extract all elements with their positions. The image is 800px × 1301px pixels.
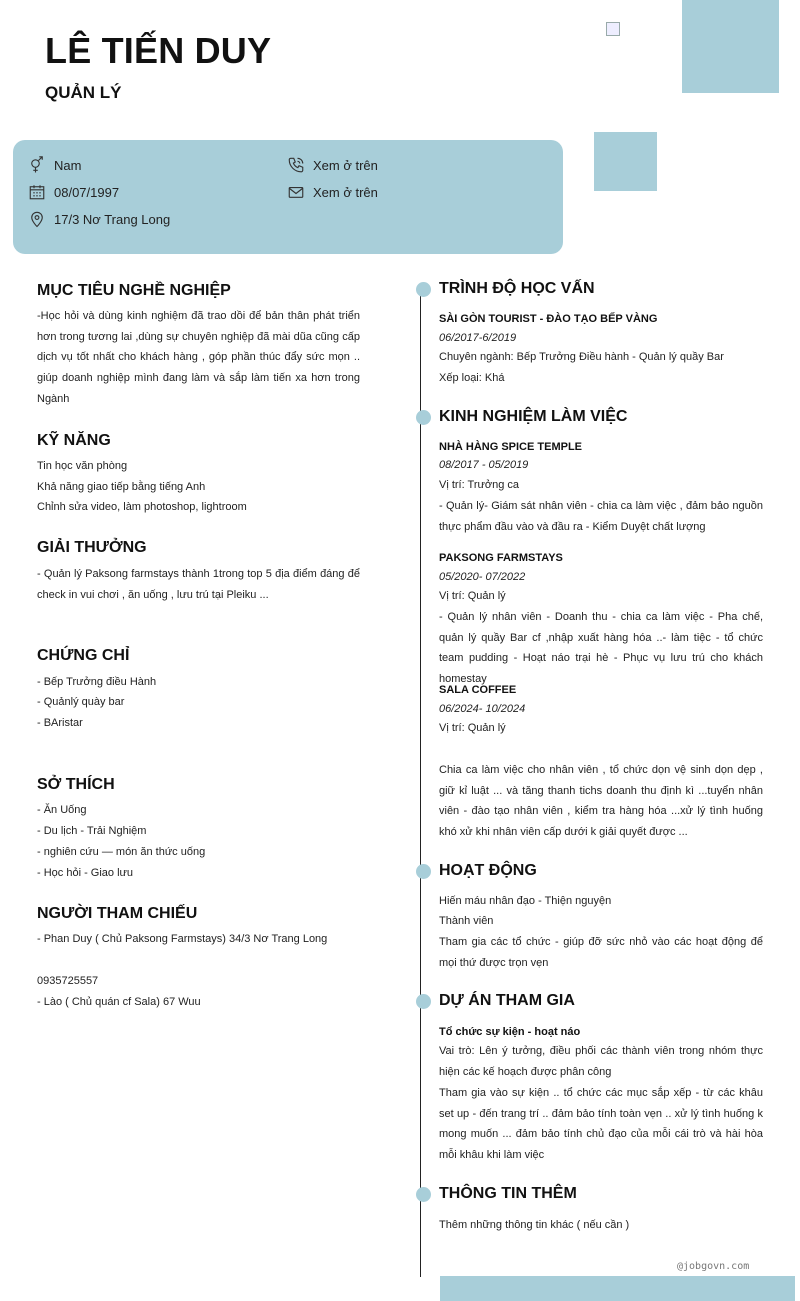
hobby-item: - Ăn Uống: [37, 804, 87, 816]
certificate-item: - BAristar: [37, 717, 83, 729]
email-text: Xem ở trên: [313, 184, 378, 200]
skills-title: KỸ NĂNG: [37, 432, 111, 449]
project-name: Tổ chức sự kiện - hoạt náo: [439, 1026, 581, 1038]
education-major: Chuyên ngành: Bếp Trưởng Điều hành - Quản lý quầy Bar: [439, 351, 724, 363]
gender-icon: [28, 156, 46, 174]
info-phone: [287, 156, 378, 174]
reference-item: - Lào ( Chủ quán cf Sala) 67 Wuu: [37, 996, 201, 1008]
phone-text: Xem ở trên: [313, 157, 378, 173]
job-position: Vị trí: Quản lý: [439, 722, 506, 734]
education-grade: Xếp loại: Khá: [439, 372, 505, 384]
job-date: 06/2024- 10/2024: [439, 703, 526, 715]
reference-item: 0935725557: [37, 975, 99, 987]
job-company: SALA COFFEE: [439, 684, 517, 696]
awards-text: - Quản lý Paksong farmstays thành 1trong top 5 địa điểm đáng để check in vui chơi , ăn uống , lưu trú tại Pleiku ...: [37, 568, 360, 601]
info-birthdate: [28, 183, 119, 201]
location-icon: [28, 210, 46, 228]
info-email: [287, 183, 378, 201]
timeline-dot: [416, 282, 431, 297]
candidate-name: LÊ TIẾN DUY: [45, 30, 272, 71]
decor-block-top: [682, 0, 779, 93]
activities-title: HOẠT ĐỘNG: [439, 862, 537, 879]
timeline-dot: [416, 994, 431, 1009]
avatar-photo: [606, 22, 620, 36]
timeline-dot: [416, 864, 431, 879]
projects-title: DỰ ÁN THAM GIA: [439, 992, 575, 1009]
extra-text: Thêm những thông tin khác ( nếu cần ): [439, 1219, 630, 1231]
hobbies-title: SỞ THÍCH: [37, 776, 115, 793]
watermark: @jobgovn.com: [677, 1261, 750, 1272]
experience-title: KINH NGHIỆM LÀM VIỆC: [439, 408, 628, 425]
certificate-item: - Bếp Trưởng điều Hành: [37, 676, 157, 688]
reference-item: - Phan Duy ( Chủ Paksong Farmstays) 34/3 Nơ Trang Long: [37, 933, 328, 945]
decor-block-bottom: [440, 1276, 795, 1301]
job-description: - Quản lý- Giám sát nhân viên - chia ca làm việc , đảm bảo nguồn thực phẩm đầu vào và đầu ra - Kiểm Duyệt chất lượng: [439, 500, 763, 533]
job-company: PAKSONG FARMSTAYS: [439, 552, 563, 564]
activity-line: Thành viên: [439, 915, 494, 927]
info-gender: [28, 156, 81, 174]
objective-text: -Học hỏi và dùng kinh nghiệm đã trao dồi để bản thân phát triển hơn trong tương lai ,dùng sự chuyên nghiệp đã mài dũa cũng cấp dịch vụ tốt nhất cho khách hàng , góp phần thúc đẩy sức mọn .. giúp doanh nghiệp mình đang làm và sắp làm tiến xa hơn trong Ngành: [37, 310, 360, 405]
phone-icon: [287, 156, 305, 174]
project-role: Vai trò: Lên ý tưởng, điều phối các thành viên trong nhóm thực hiện các kế hoạch được phân công: [439, 1045, 763, 1078]
project-description: Tham gia vào sự kiện .. tổ chức các mục sắp xếp - từ các khâu set up - đến trang trí .. đảm bảo tính toàn vẹn .. xử lý tình huống k mong muốn ... đảm bảo tính chủ đạo của mỗi cái trò và hài hòa mỗi khâu khi làm việc: [439, 1087, 763, 1162]
info-address: [28, 210, 170, 228]
candidate-role: QUẢN LÝ: [45, 83, 122, 102]
email-icon: [287, 183, 305, 201]
skill-item: Khả năng giao tiếp bằng tiếng Anh: [37, 481, 206, 493]
skill-item: Tin học văn phòng: [37, 460, 128, 472]
timeline-dot: [416, 410, 431, 425]
gender-text: Nam: [54, 157, 82, 173]
awards-title: GIẢI THƯỞNG: [37, 539, 147, 556]
skill-item: Chỉnh sửa video, làm photoshop, lightroom: [37, 501, 247, 513]
job-description: - Quản lý nhân viên - Doanh thu - chia ca làm việc - Pha chế, quản lý quầy Bar cf ,nhập xuất hàng hóa ..- làm tiệc - tổ chức team pudding - Hoạt náo trại hè - Phục vụ lưu trú cho khách homestay: [439, 611, 763, 686]
activity-description: Tham gia các tổ chức - giúp đỡ sức nhỏ vào các hoạt động để mọi thứ được trọn vẹn: [439, 936, 763, 969]
address-text: 17/3 Nơ Trang Long: [54, 211, 171, 227]
hobby-item: - nghiên cứu — món ăn thức uống: [37, 846, 206, 858]
references-title: NGƯỜI THAM CHIẾU: [37, 905, 198, 922]
hobby-item: - Học hỏi - Giao lưu: [37, 867, 134, 879]
personal-info-box: [13, 140, 563, 254]
education-date: 06/2017-6/2019: [439, 332, 517, 344]
calendar-icon: [28, 183, 46, 201]
activity-line: Hiến máu nhân đạo - Thiện nguyện: [439, 895, 612, 907]
school-name: SÀI GÒN TOURIST - ĐÀO TẠO BẾP VÀNG: [439, 313, 658, 325]
job-date: 08/2017 - 05/2019: [439, 459, 529, 471]
job-date: 05/2020- 07/2022: [439, 571, 526, 583]
education-title: TRÌNH ĐỘ HỌC VẤN: [439, 280, 595, 297]
timeline-dot: [416, 1187, 431, 1202]
job-company: NHÀ HÀNG SPICE TEMPLE: [439, 441, 583, 453]
certificates-title: CHỨNG CHỈ: [37, 647, 130, 664]
job-position: Vị trí: Trưởng ca: [439, 479, 519, 491]
birthdate-text: 08/07/1997: [54, 184, 120, 200]
certificate-item: - Quảnlý quày bar: [37, 696, 125, 708]
extra-title: THÔNG TIN THÊM: [439, 1185, 577, 1202]
objective-title: MỤC TIÊU NGHỀ NGHIỆP: [37, 282, 231, 299]
timeline-line: [420, 289, 421, 1277]
decor-block-mid: [594, 132, 657, 191]
job-description: Chia ca làm việc cho nhân viên , tổ chức dọn vệ sinh dọn dẹp , giữ kỉ luật ... và tăng thanh tichs doanh thu định kì ...tuyển nhân viên - đào tạo nhân viên , kiểm tra hàng hóa ...xử lý tình huống khó xử khi nhân viên cấp dưới k giải quyết được ...: [439, 764, 763, 839]
job-position: Vị trí: Quản lý: [439, 590, 506, 602]
hobby-item: - Du lịch - Trải Nghiệm: [37, 825, 147, 837]
